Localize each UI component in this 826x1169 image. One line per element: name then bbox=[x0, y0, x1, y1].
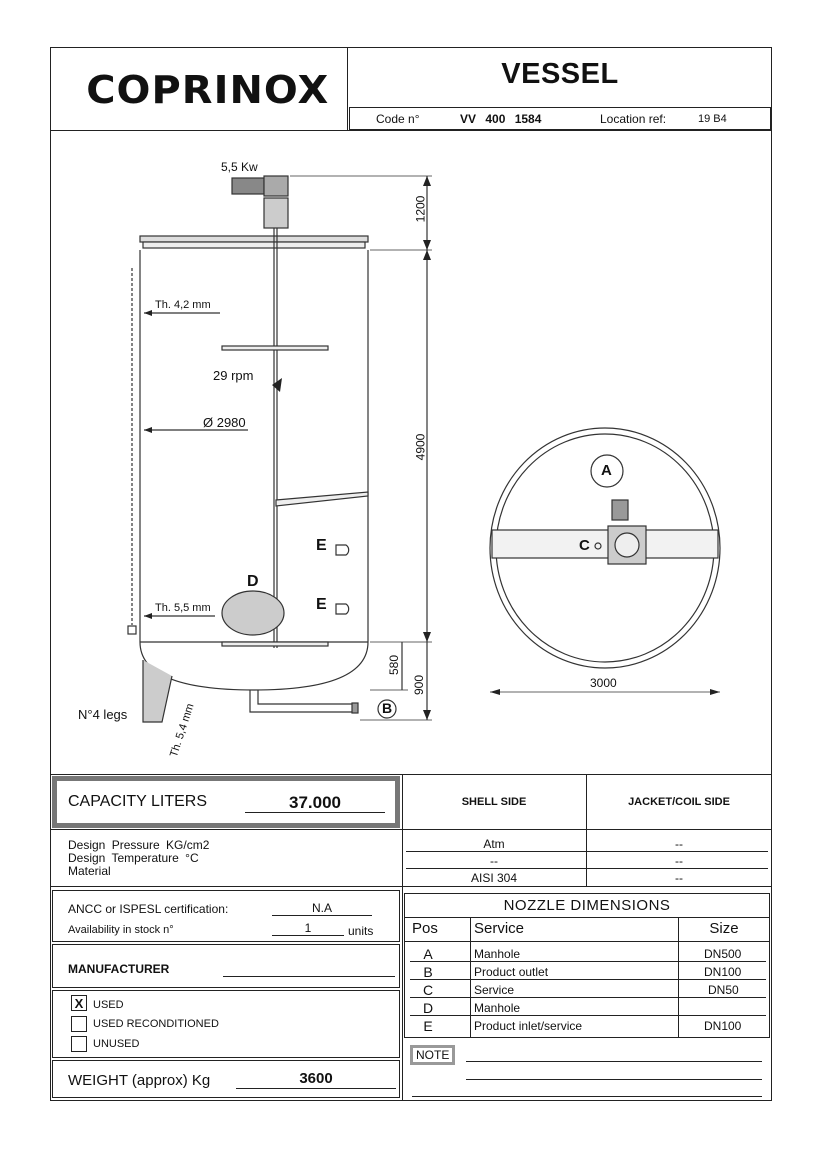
code-label: Code n° bbox=[376, 112, 420, 126]
note-line-2 bbox=[466, 1079, 762, 1080]
diameter-label: Ø 2980 bbox=[203, 415, 246, 430]
manufacturer-label: MANUFACTURER bbox=[68, 962, 170, 976]
design-labels bbox=[68, 839, 209, 878]
nozzle-row-pos: C bbox=[422, 982, 434, 998]
used-checkbox[interactable]: X bbox=[71, 995, 87, 1011]
stock-label: Availability in stock n° bbox=[68, 924, 174, 936]
nozzle-row-pos: B bbox=[423, 964, 433, 980]
unused-label: UNUSED bbox=[93, 1038, 140, 1050]
nozzle-header-pos: Pos bbox=[412, 920, 438, 937]
pressure-jacket: -- bbox=[675, 837, 683, 851]
nozzle-col-rule-1 bbox=[470, 917, 471, 1038]
design-pressure-label: Design Pressure KG/cm2 bbox=[68, 838, 210, 852]
nozzle-row-service: Product inlet/service bbox=[474, 1019, 583, 1033]
table-top-rule bbox=[50, 774, 772, 775]
unused-checkbox[interactable] bbox=[71, 1036, 87, 1052]
manhole-a-label: A bbox=[601, 462, 612, 479]
nozzle-row-service: Manhole bbox=[474, 947, 521, 961]
nozzle-row-pos: E bbox=[423, 1018, 433, 1034]
location-value: 19 B4 bbox=[698, 113, 727, 125]
nozzle-header-size: Size bbox=[709, 920, 739, 937]
speed-label: 29 rpm bbox=[213, 368, 254, 383]
pressure-shell: Atm bbox=[483, 837, 505, 851]
note-label: NOTE bbox=[410, 1045, 455, 1065]
manhole-d-label: D bbox=[247, 573, 259, 590]
page-title: VESSEL bbox=[501, 58, 619, 90]
nozzle-row-size: DN50 bbox=[708, 983, 739, 997]
nozzle-title-rule bbox=[404, 917, 770, 918]
nozzle-row-pos: D bbox=[422, 1000, 434, 1016]
material-jacket: -- bbox=[675, 871, 683, 885]
nozzle-header-service: Service bbox=[474, 920, 525, 937]
nozzle-row-size: DN100 bbox=[704, 965, 742, 979]
design-temperature-label: Design Temperature °C bbox=[68, 851, 199, 865]
used-reconditioned-checkbox[interactable] bbox=[71, 1016, 87, 1032]
jacket-side-header: JACKET/COIL SIDE bbox=[628, 796, 730, 808]
thickness-top-label: Th. 4,2 mm bbox=[155, 299, 211, 311]
cert-underline bbox=[272, 915, 372, 916]
used-label: USED bbox=[93, 999, 124, 1011]
nozzle-title: NOZZLE DIMENSIONS bbox=[503, 897, 671, 914]
code-value: VV 400 1584 bbox=[460, 112, 542, 126]
stock-unit: units bbox=[348, 924, 374, 938]
manufacturer-underline bbox=[223, 976, 395, 977]
capacity-bottom-rule bbox=[50, 829, 772, 830]
design-rule-1 bbox=[406, 851, 768, 852]
weight-label: WEIGHT (approx) Kg bbox=[68, 1072, 211, 1089]
cert-value: N.A bbox=[311, 901, 332, 915]
nozzle-row-rule bbox=[410, 997, 766, 998]
outlet-b-label: B bbox=[382, 700, 393, 716]
shell-side-header: SHELL SIDE bbox=[461, 796, 527, 808]
nozzle-row-rule bbox=[410, 961, 766, 962]
nozzle-e1-label: E bbox=[316, 537, 327, 554]
table-center-divider bbox=[402, 774, 403, 1101]
capacity-value: 37.000 bbox=[289, 793, 341, 812]
weight-underline bbox=[236, 1088, 396, 1089]
dim-plan-label: 3000 bbox=[590, 676, 617, 690]
location-label: Location ref: bbox=[600, 112, 667, 126]
stock-value: 1 bbox=[304, 921, 312, 935]
nozzle-header-rule bbox=[404, 941, 770, 942]
nozzle-row-size: DN100 bbox=[704, 1019, 742, 1033]
note-line-3 bbox=[412, 1096, 762, 1097]
service-c-label: C bbox=[579, 537, 590, 554]
capacity-label: CAPACITY LITERS bbox=[68, 793, 207, 810]
design-rule-2 bbox=[406, 868, 768, 869]
nozzle-e2-label: E bbox=[316, 596, 327, 613]
nozzle-row-service: Service bbox=[474, 983, 515, 997]
material-shell: AISI 304 bbox=[470, 871, 518, 885]
temperature-shell: -- bbox=[490, 854, 498, 868]
motor-body bbox=[232, 178, 264, 194]
cert-label: ANCC or ISPESL certification: bbox=[68, 902, 229, 916]
nozzle-row-service: Manhole bbox=[474, 1001, 521, 1015]
coprinox-logo: COPRINOX bbox=[86, 68, 330, 112]
legs-label: N°4 legs bbox=[78, 707, 128, 722]
motor-power-label: 5,5 Kw bbox=[221, 160, 258, 174]
material-label: Material bbox=[68, 864, 111, 878]
thickness-legs-label: Th. 5,4 mm bbox=[168, 702, 197, 759]
stock-underline bbox=[272, 935, 344, 936]
nozzle-row-rule bbox=[410, 979, 766, 980]
dim-height-label: 4900 bbox=[413, 433, 428, 461]
thickness-bottom-label: Th. 5,5 mm bbox=[155, 602, 211, 614]
design-bottom-rule bbox=[50, 886, 772, 887]
nozzle-row-service: Product outlet bbox=[474, 965, 549, 979]
note-line-1 bbox=[466, 1061, 762, 1062]
used-reconditioned-label: USED RECONDITIONED bbox=[93, 1018, 219, 1030]
dim-bottom-label: 900 bbox=[412, 674, 427, 696]
nozzle-row-size: DN500 bbox=[704, 947, 742, 961]
dim-cone-label: 580 bbox=[387, 654, 402, 676]
sides-divider bbox=[586, 774, 587, 886]
nozzle-row-pos: A bbox=[423, 946, 433, 962]
nozzle-row-rule bbox=[410, 1015, 766, 1016]
weight-value: 3600 bbox=[299, 1070, 333, 1087]
dim-motor-label: 1200 bbox=[413, 195, 428, 223]
temperature-jacket: -- bbox=[675, 854, 683, 868]
